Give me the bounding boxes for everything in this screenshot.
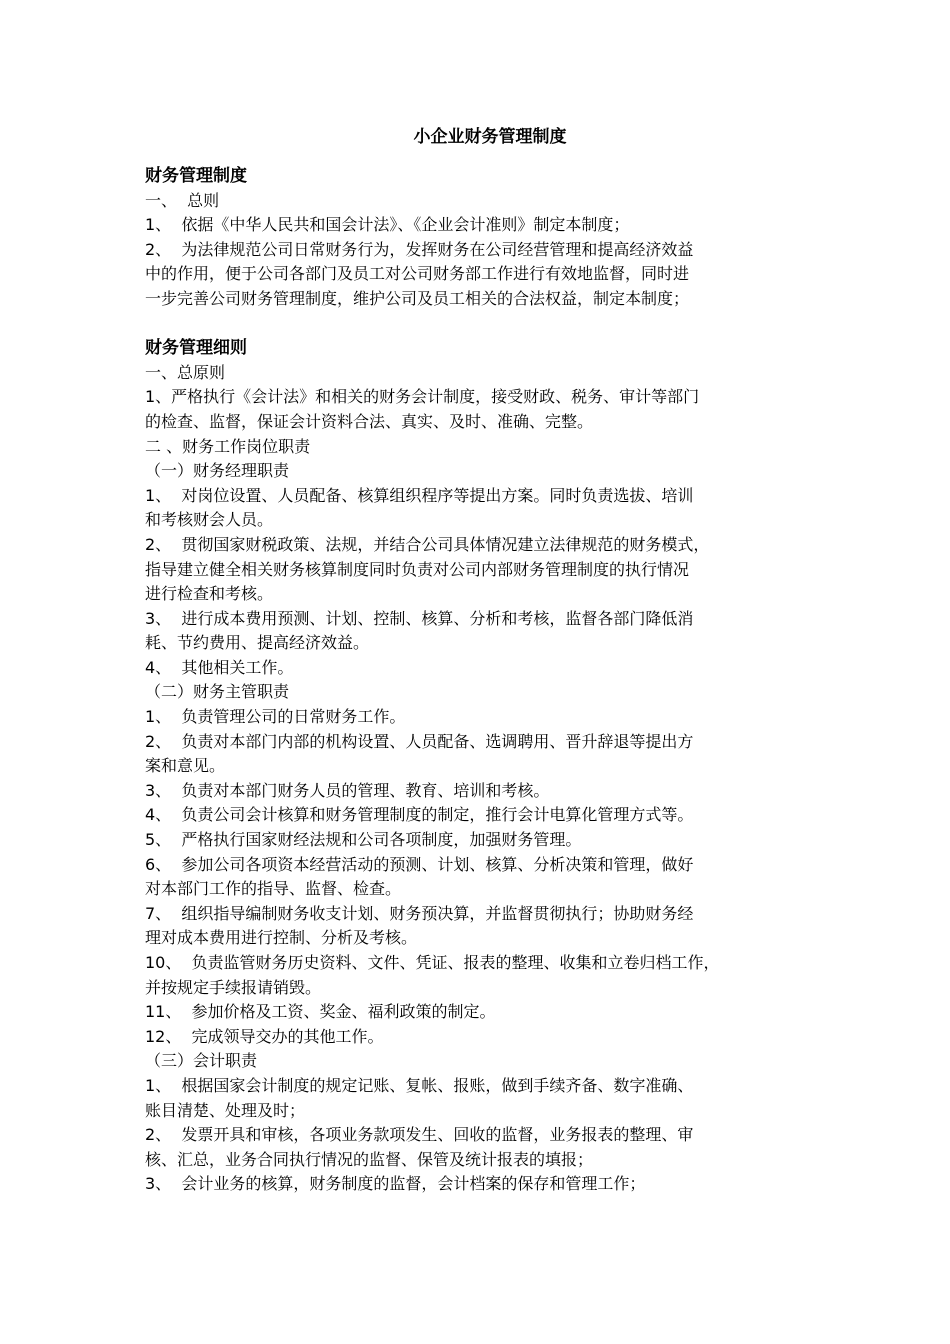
subheading-principles: 一、总原则	[145, 362, 226, 382]
group-heading-finance-manager: （一）财务经理职责	[145, 461, 290, 481]
list-item-line: 12、 完成领导交办的其他工作。	[145, 1026, 384, 1046]
group-heading-accountant: （三）会计职责	[145, 1051, 258, 1071]
subheading-general: 一、 总则	[145, 190, 220, 210]
section-heading-management-system: 财务管理制度	[145, 166, 247, 186]
list-item-line: 并按规定手续报请销毁。	[145, 977, 322, 997]
list-item-line: 和考核财会人员。	[145, 510, 274, 530]
list-item-line: 6、 参加公司各项资本经营活动的预测、计划、核算、分析决策和管理，做好	[145, 854, 694, 874]
paragraph-line: 中的作用，便于公司各部门及员工对公司财务部工作进行有效地监督，同时进	[145, 264, 690, 284]
group-heading-finance-supervisor: （二）财务主管职责	[145, 682, 290, 702]
paragraph-line: 的检查、监督，保证会计资料合法、真实、及时、准确、完整。	[145, 411, 594, 431]
document-page	[145, 122, 825, 1197]
blank-line	[145, 312, 825, 337]
list-item-line: 2、 负责对本部门内部的机构设置、人员配备、选调聘用、晋升辞退等提出方	[145, 731, 694, 751]
list-item-line: 11、 参加价格及工资、奖金、福利政策的制定。	[145, 1002, 496, 1022]
list-item-line: 4、 其他相关工作。	[145, 657, 294, 677]
paragraph-line: 1、 依据《中华人民共和国会计法》、《企业会计准则》制定本制度；	[145, 215, 630, 235]
list-item-line: 3、 进行成本费用预测、计划、控制、核算、分析和考核，监督各部门降低消	[145, 608, 694, 628]
list-item-line: 耗、节约费用、提高经济效益。	[145, 633, 370, 653]
list-item-line: 指导建立健全相关财务核算制度同时负责对公司内部财务管理制度的执行情况	[145, 559, 690, 579]
list-item-line: 案和意见。	[145, 756, 226, 776]
list-item-line: 4、 负责公司会计核算和财务管理制度的制定，推行会计电算化管理方式等。	[145, 805, 694, 825]
list-item-line: 账目清楚、处理及时；	[145, 1100, 306, 1120]
document-title: 小企业财务管理制度	[413, 127, 567, 147]
paragraph-line: 1、严格执行《会计法》和相关的财务会计制度，接受财政、税务、审计等部门	[145, 387, 700, 407]
list-item-line: 1、 负责管理公司的日常财务工作。	[145, 707, 406, 727]
list-item-line: 进行检查和考核。	[145, 584, 274, 604]
list-item-line: 对本部门工作的指导、监督、检查。	[145, 879, 402, 899]
list-item-line: 2、 发票开具和审核，各项业务款项发生、回收的监督，业务报表的整理、审	[145, 1125, 694, 1145]
list-item-line: 1、 对岗位设置、人员配备、核算组织程序等提出方案。同时负责选拔、培训	[145, 485, 694, 505]
list-item-line: 7、 组织指导编制财务收支计划、财务预决算，并监督贯彻执行；协助财务经	[145, 903, 694, 923]
section-heading-management-rules: 财务管理细则	[145, 338, 247, 359]
paragraph-line: 2、 为法律规范公司日常财务行为，发挥财务在公司经营管理和提高经济效益	[145, 239, 694, 259]
list-item-line: 3、 负责对本部门财务人员的管理、教育、培训和考核。	[145, 780, 550, 800]
list-item-line: 5、 严格执行国家财经法规和公司各项制度，加强财务管理。	[145, 830, 582, 850]
paragraph-line: 一步完善公司财务管理制度，维护公司及员工相关的合法权益，制定本制度；	[145, 288, 690, 308]
list-item-line: 2、 贯彻国家财税政策、法规，并结合公司具体情况建立法律规范的财务模式，	[145, 534, 710, 554]
subheading-responsibilities: 二 、财务工作岗位职责	[145, 436, 311, 456]
list-item-line: 3、 会计业务的核算，财务制度的监督，会计档案的保存和管理工作；	[145, 1174, 646, 1194]
list-item-line: 核、汇总，业务合同执行情况的监督、保管及统计报表的填报；	[145, 1149, 594, 1169]
list-item-line: 理对成本费用进行控制、分析及考核。	[145, 928, 418, 948]
list-item-line: 10、 负责监管财务历史资料、文件、凭证、报表的整理、收集和立卷归档工作，	[145, 953, 720, 972]
list-item-line: 1、 根据国家会计制度的规定记账、复帐、报账，做到手续齐备、数字准确、	[145, 1075, 694, 1095]
